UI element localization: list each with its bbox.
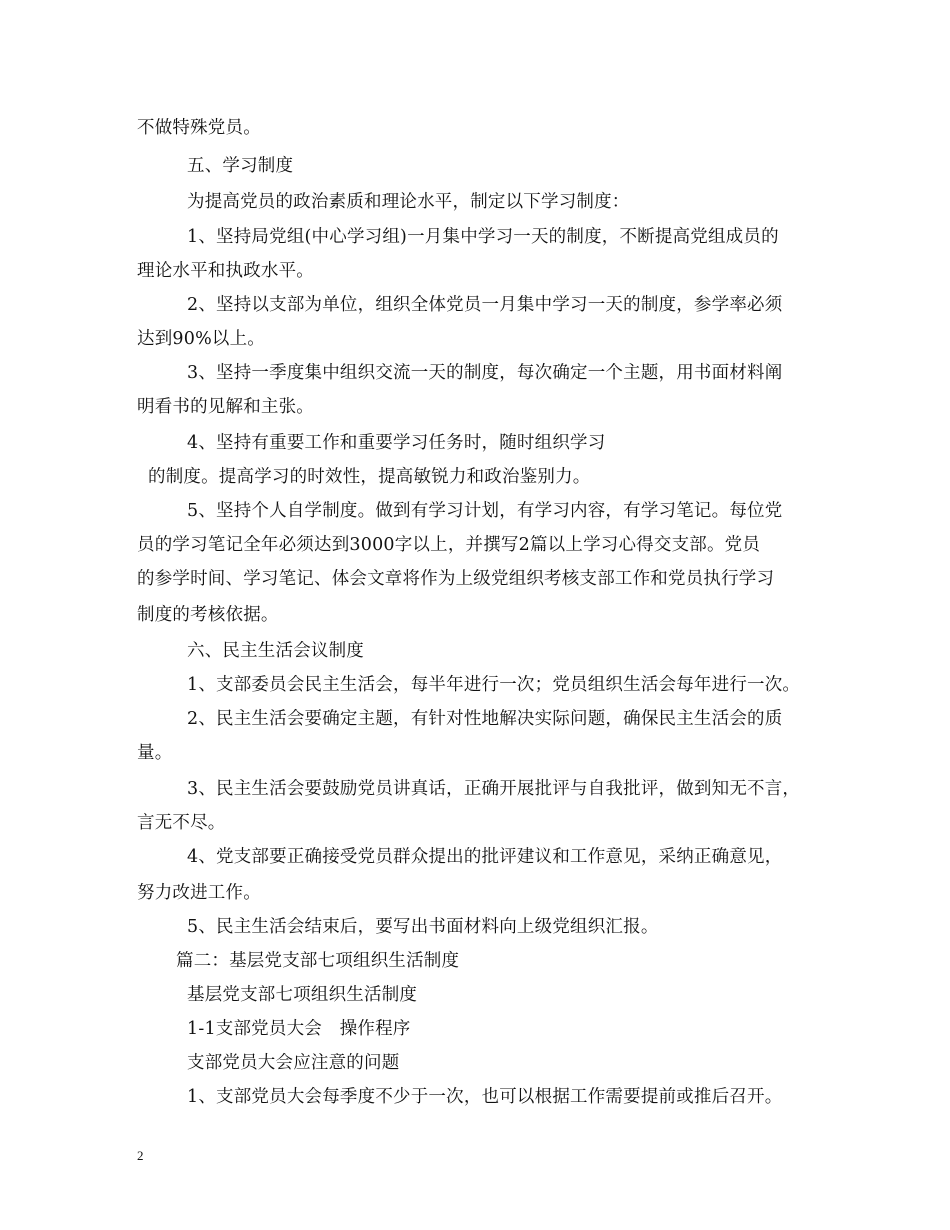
text-line: 2、坚持以支部为单位，组织全体党员一月集中学习一天的制度，参学率必须 [187, 295, 783, 315]
text-line: 1、支部党员大会每季度不少于一次，也可以根据工作需要提前或推后召开。 [187, 1087, 783, 1107]
text-line: 员的学习笔记全年必须达到3000字以上，并撰写2篇以上学习心得交支部。党员 [137, 535, 761, 555]
text-line: 4、坚持有重要工作和重要学习任务时，随时组织学习 [187, 433, 606, 453]
page-number: 2 [137, 1148, 144, 1163]
section-heading: 篇二：基层党支部七项组织生活制度 [176, 951, 460, 971]
text-line: 基层党支部七项组织生活制度 [187, 985, 418, 1005]
text-line: 3、坚持一季度集中组织交流一天的制度，每次确定一个主题，用书面材料阐 [187, 363, 783, 383]
text-line: 为提高党员的政治素质和理论水平，制定以下学习制度： [187, 192, 630, 212]
text-line: 理论水平和执政水平。 [137, 261, 314, 281]
text-line: 2、民主生活会要确定主题，有针对性地解决实际问题，确保民主生活会的质 [187, 709, 783, 729]
text-line: 1、坚持局党组(中心学习组)一月集中学习一天的制度，不断提高党组成员的 [187, 227, 779, 247]
text-line: 量。 [137, 743, 173, 763]
text-line: 达到90%以上。 [137, 329, 265, 349]
text-line: 言无不尽。 [137, 813, 226, 833]
text-line: 1、支部委员会民主生活会，每半年进行一次；党员组织生活会每年进行一次。 [187, 675, 801, 695]
text-line: 的制度。提高学习的时效性，提高敏锐力和政治鉴别力。 [148, 467, 591, 487]
text-line: 3、民主生活会要鼓励党员讲真话，正确开展批评与自我批评，做到知无不言， [187, 779, 801, 799]
text-line: 制度的考核依据。 [137, 605, 279, 625]
text-line: 不做特殊党员。 [137, 118, 261, 138]
section-heading: 六、民主生活会议制度 [187, 641, 364, 661]
text-line: 的参学时间、学习笔记、体会文章将作为上级党组织考核支部工作和党员执行学习 [137, 569, 775, 589]
text-line: 努力改进工作。 [137, 883, 261, 903]
text-line: 5、坚持个人自学制度。做到有学习计划，有学习内容，有学习笔记。每位党 [187, 501, 783, 521]
section-heading: 五、学习制度 [187, 156, 294, 176]
text-line: 明看书的见解和主张。 [137, 397, 314, 417]
text-line: 4、党支部要正确接受党员群众提出的批评建议和工作意见，采纳正确意见， [187, 847, 783, 867]
text-line: 支部党员大会应注意的问题 [187, 1053, 400, 1073]
text-line: 1-1支部党员大会 操作程序 [187, 1019, 411, 1039]
text-line: 5、民主生活会结束后，要写出书面材料向上级党组织汇报。 [187, 917, 659, 937]
